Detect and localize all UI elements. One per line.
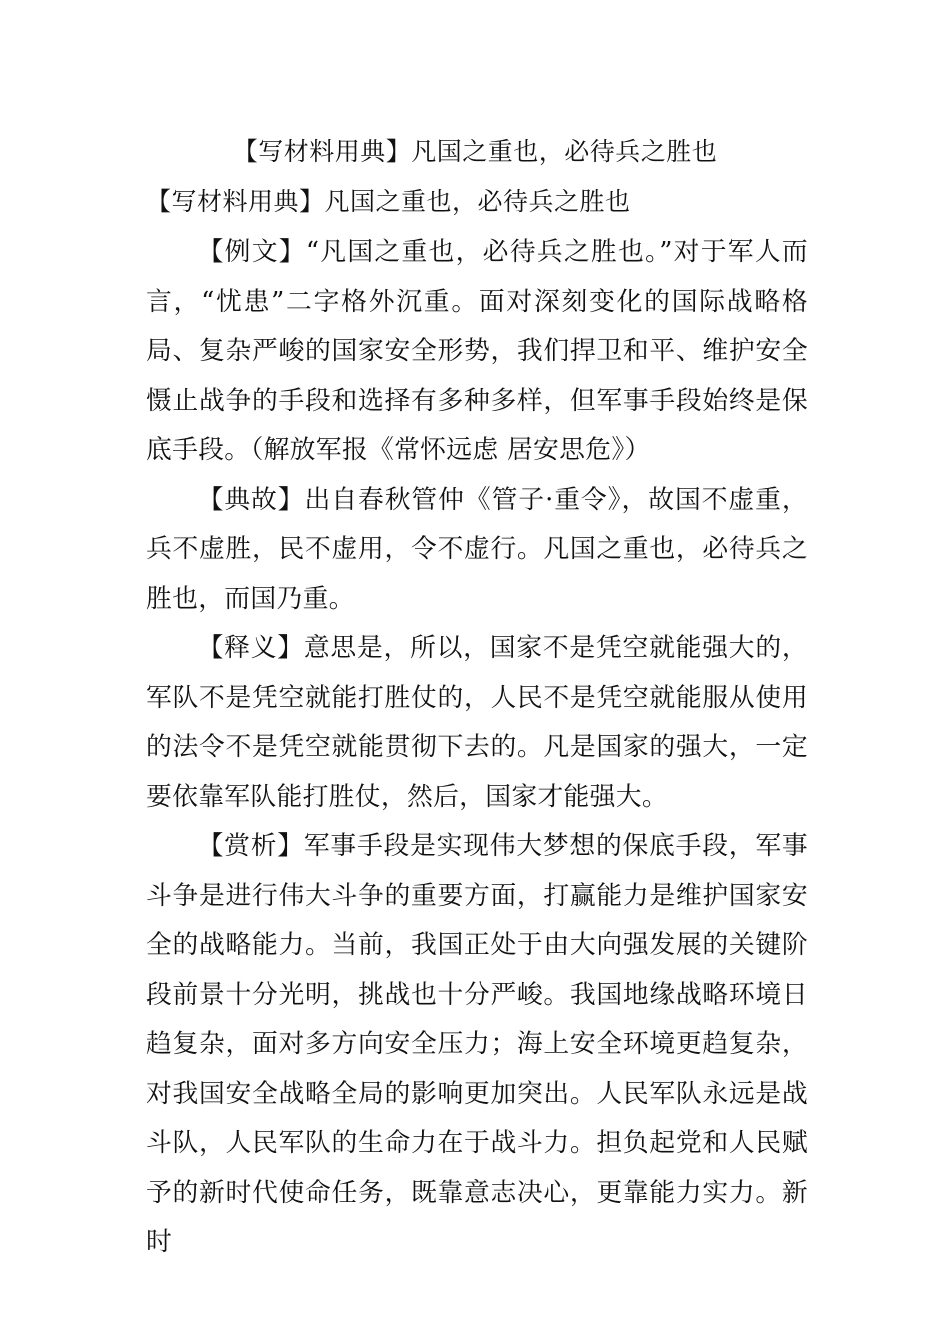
document-body [146,228,808,1268]
paragraph-interpretation: 【释义】意思是，所以，国家不是凭空就能强大的，军队不是凭空就能打胜仗的，人民不是凭空就能服从使用的法令不是凭空就能贯彻下去的。凡是国家的强大，一定要依靠军队能打胜仗，然后，国家才能强大。 [146,633,808,812]
paragraph-appreciation: 【赏析】军事手段是实现伟大梦想的保底手段，军事斗争是进行伟大斗争的重要方面，打赢能力是维护国家安全的战略能力。当前，我国正处于由大向强发展的关键阶段前景十分光明，挑战也十分严峻。我国地缘战略环境日趋复杂，面对多方向安全压力；海上安全环境更趋复杂，对我国安全战略全局的影响更加突出。人民军队永远是战斗队，人民军队的生命力在于战斗力。担负起党和人民赋予的新时代使命任务，既靠意志决心，更靠能力实力。新时 [146,831,808,1257]
paragraph-allusion: 【典故】出自春秋管仲《管子·重令》，故国不虚重，兵不虚胜，民不虚用，令不虚行。凡国之重也，必待兵之胜也，而国乃重。 [146,484,808,614]
document-title: 【写材料用典】凡国之重也，必待兵之胜也 [232,137,718,166]
document-subtitle: 【写材料用典】凡国之重也，必待兵之胜也 [146,187,631,216]
paragraph-example: 【例文】“凡国之重也，必待兵之胜也。”对于军人而言，“忧患”二字格外沉重。面对深刻变化的国际战略格局、复杂严峻的国家安全形势，我们捍卫和平、维护安全慑止战争的手段和选择有多种多样，但军事手段始终是保底手段。（解放军报《常怀远虑 居安思危》） [146,237,808,465]
